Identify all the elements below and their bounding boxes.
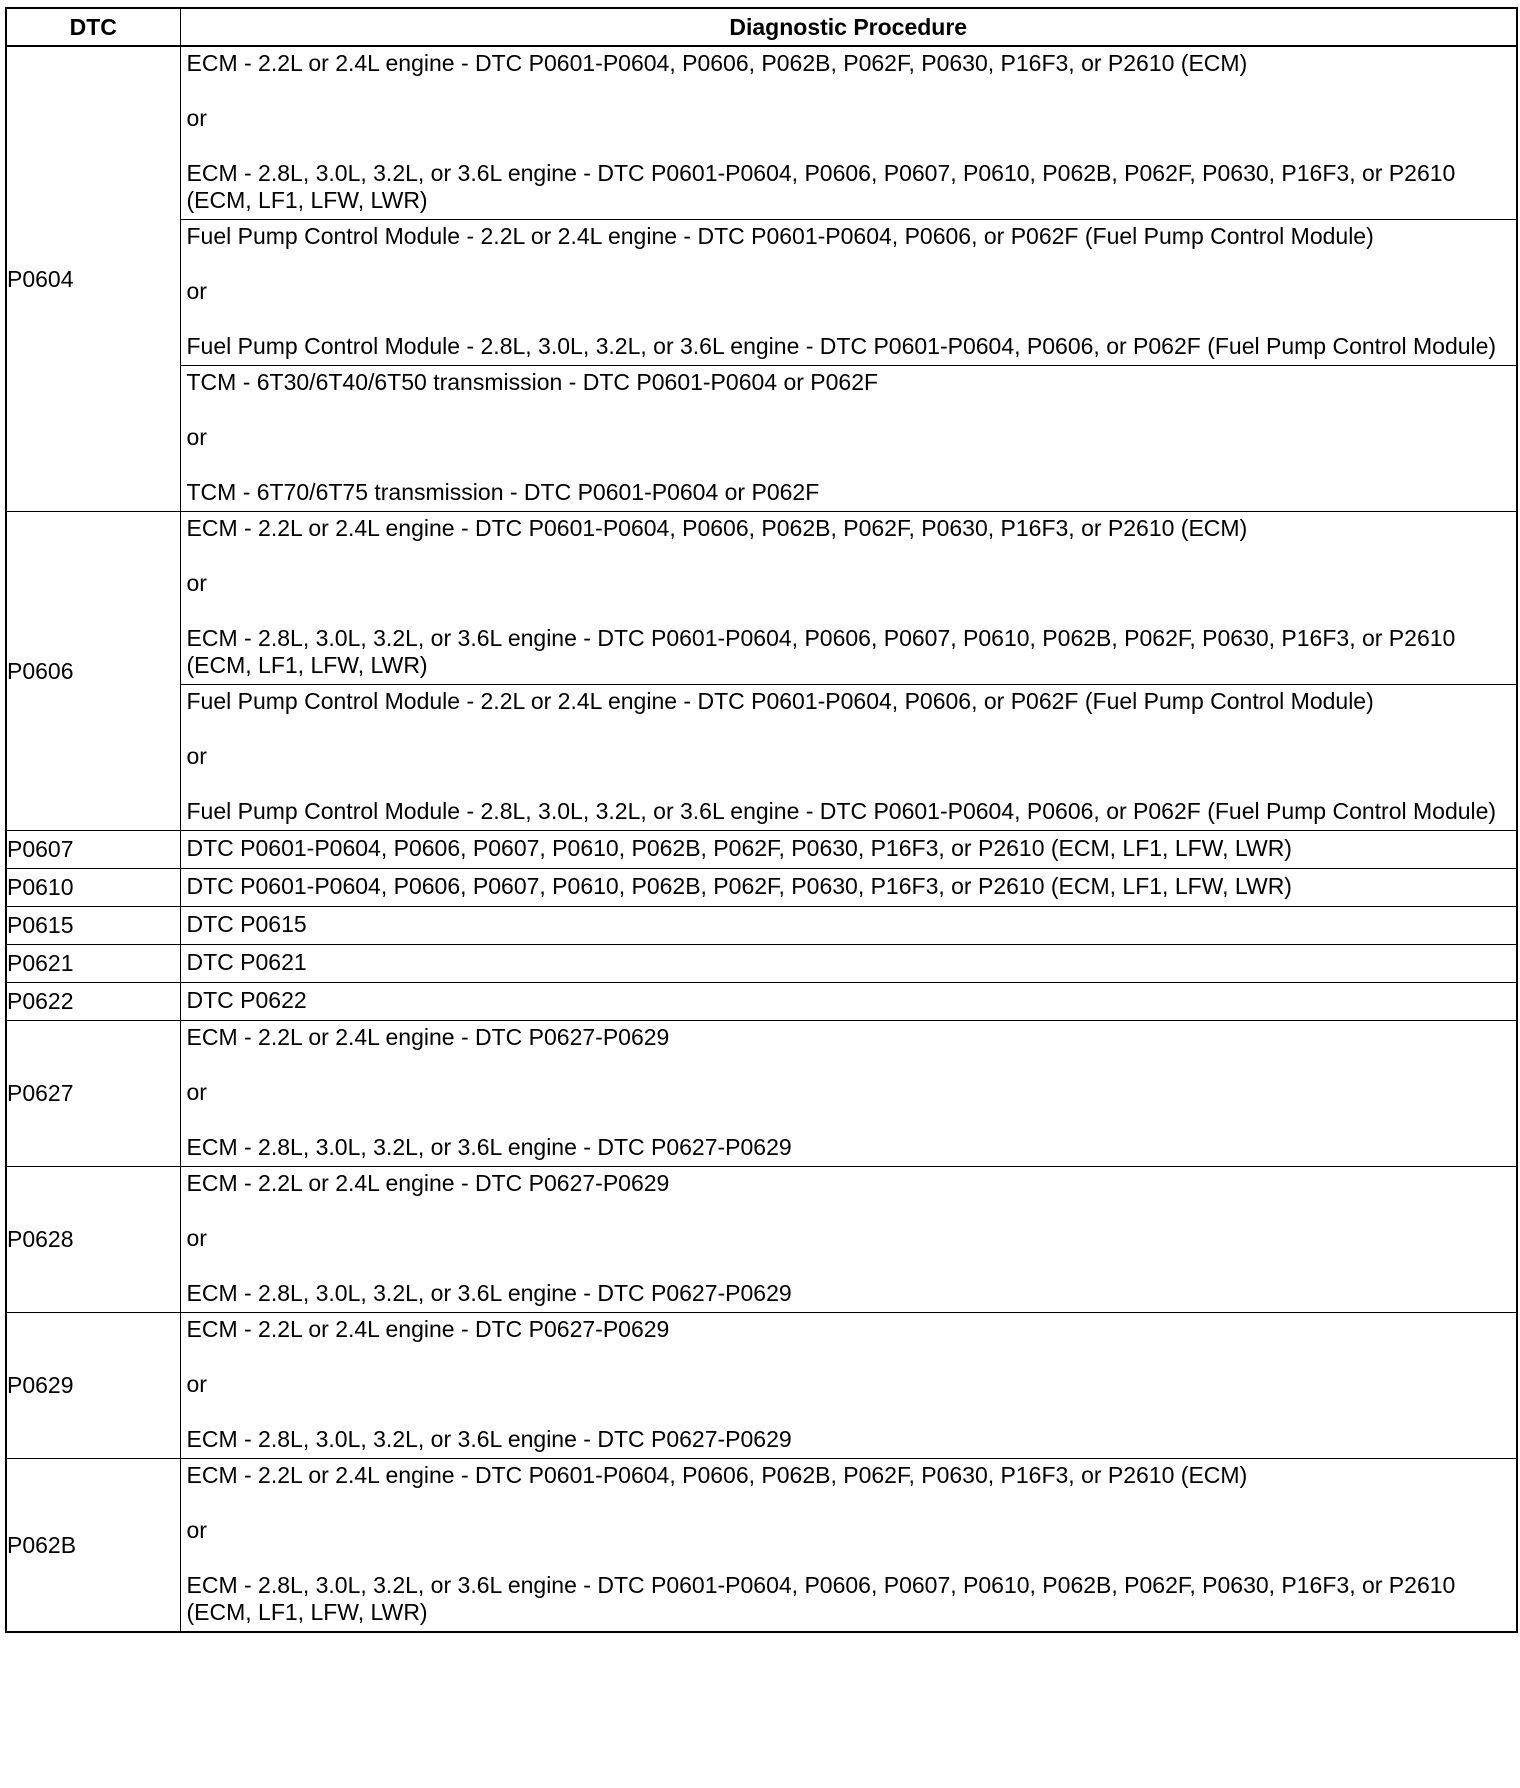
spacer	[187, 1489, 1511, 1517]
or-separator: or	[186, 1225, 207, 1251]
procedure-link[interactable]: DTC P0615	[186, 911, 307, 937]
spacer	[187, 1398, 1511, 1426]
procedure-group	[181, 365, 1517, 511]
header-row	[6, 8, 1517, 46]
procedure-link[interactable]: ECM - 2.8L, 3.0L, 3.2L, or 3.6L engine - DTC P0627-P0629	[186, 1426, 792, 1452]
dtc-code: P0610	[6, 869, 180, 907]
procedure-group	[181, 831, 1517, 868]
procedure-link[interactable]: ECM - 2.8L, 3.0L, 3.2L, or 3.6L engine - DTC P0627-P0629	[186, 1134, 792, 1160]
procedure-link[interactable]: TCM - 6T70/6T75 transmission - DTC P0601-P0604 or P062F	[186, 479, 820, 505]
or-separator: or	[186, 278, 207, 304]
procedure-group	[181, 1167, 1517, 1312]
procedure-group	[181, 983, 1517, 1020]
table-row	[6, 1459, 1517, 1633]
header-dtc: DTC	[6, 8, 180, 46]
spacer	[187, 1106, 1511, 1134]
table-row	[6, 869, 1517, 907]
spacer	[187, 1343, 1511, 1371]
procedure-link[interactable]: DTC P0601-P0604, P0606, P0607, P0610, P062B, P062F, P0630, P16F3, or P2610 (ECM, LF1, LFW, LWR)	[186, 873, 1292, 899]
procedure-group	[181, 684, 1517, 830]
procedure-group	[181, 907, 1517, 944]
procedure-cell	[180, 983, 1517, 1021]
table-row	[6, 1313, 1517, 1459]
procedure-link[interactable]: Fuel Pump Control Module - 2.8L, 3.0L, 3.2L, or 3.6L engine - DTC P0601-P0604, P0606, or P062F (Fuel Pump Control Module)	[186, 333, 1497, 359]
dtc-code: P0621	[6, 945, 180, 983]
dtc-code: P0604	[6, 46, 180, 512]
procedure-group	[181, 1459, 1517, 1631]
dtc-code: P0615	[6, 907, 180, 945]
procedure-cell	[180, 1459, 1517, 1633]
procedure-link[interactable]: ECM - 2.2L or 2.4L engine - DTC P0627-P0629	[186, 1316, 670, 1342]
procedure-link[interactable]: DTC P0601-P0604, P0606, P0607, P0610, P062B, P062F, P0630, P16F3, or P2610 (ECM, LF1, LFW, LWR)	[186, 835, 1292, 861]
spacer	[187, 132, 1511, 160]
procedure-link[interactable]: ECM - 2.2L or 2.4L engine - DTC P0627-P0629	[186, 1024, 670, 1050]
table-row	[6, 1021, 1517, 1167]
or-separator: or	[186, 105, 207, 131]
procedure-link[interactable]: DTC P0622	[186, 987, 307, 1013]
procedure-link[interactable]: DTC P0621	[186, 949, 307, 975]
or-separator: or	[186, 743, 207, 769]
procedure-group	[181, 219, 1517, 365]
dtc-code: P0607	[6, 831, 180, 869]
procedure-group	[181, 869, 1517, 906]
spacer	[187, 396, 1511, 424]
procedure-link[interactable]: ECM - 2.8L, 3.0L, 3.2L, or 3.6L engine - DTC P0627-P0629	[186, 1280, 792, 1306]
dtc-table	[5, 7, 1518, 1633]
procedure-link[interactable]: ECM - 2.8L, 3.0L, 3.2L, or 3.6L engine - DTC P0601-P0604, P0606, P0607, P0610, P062B, P062F, P0630, P16F3, or P2610 (ECM, LF1, LFW, LWR)	[186, 160, 1456, 213]
spacer	[187, 1252, 1511, 1280]
table-row	[6, 983, 1517, 1021]
procedure-link[interactable]: Fuel Pump Control Module - 2.2L or 2.4L engine - DTC P0601-P0604, P0606, or P062F (Fuel Pump Control Module)	[186, 223, 1374, 249]
procedure-group	[181, 1021, 1517, 1166]
procedure-cell	[180, 945, 1517, 983]
procedure-cell	[180, 831, 1517, 869]
table-row	[6, 831, 1517, 869]
or-separator: or	[186, 1517, 207, 1543]
procedure-link[interactable]: ECM - 2.8L, 3.0L, 3.2L, or 3.6L engine - DTC P0601-P0604, P0606, P0607, P0610, P062B, P062F, P0630, P16F3, or P2610 (ECM, LF1, LFW, LWR)	[186, 1572, 1456, 1625]
table-row	[6, 512, 1517, 831]
procedure-cell	[180, 869, 1517, 907]
procedure-link[interactable]: Fuel Pump Control Module - 2.2L or 2.4L engine - DTC P0601-P0604, P0606, or P062F (Fuel Pump Control Module)	[186, 688, 1374, 714]
table-row	[6, 46, 1517, 512]
or-separator: or	[186, 1371, 207, 1397]
spacer	[187, 250, 1511, 278]
procedure-group	[181, 47, 1517, 219]
spacer	[187, 770, 1511, 798]
or-separator: or	[186, 424, 207, 450]
spacer	[187, 597, 1511, 625]
table-row	[6, 907, 1517, 945]
procedure-cell	[180, 1021, 1517, 1167]
procedure-cell	[180, 907, 1517, 945]
dtc-code: P062B	[6, 1459, 180, 1633]
dtc-code: P0629	[6, 1313, 180, 1459]
spacer	[187, 542, 1511, 570]
procedure-group	[181, 945, 1517, 982]
or-separator: or	[186, 1079, 207, 1105]
procedure-group	[181, 1313, 1517, 1458]
dtc-code: P0622	[6, 983, 180, 1021]
procedure-link[interactable]: Fuel Pump Control Module - 2.8L, 3.0L, 3.2L, or 3.6L engine - DTC P0601-P0604, P0606, or P062F (Fuel Pump Control Module)	[186, 798, 1497, 824]
procedure-group	[181, 512, 1517, 684]
spacer	[187, 715, 1511, 743]
procedure-link[interactable]: ECM - 2.2L or 2.4L engine - DTC P0601-P0604, P0606, P062B, P062F, P0630, P16F3, or P2610 (ECM)	[186, 515, 1248, 541]
table-body	[6, 46, 1517, 1632]
table-row	[6, 945, 1517, 983]
spacer	[187, 77, 1511, 105]
spacer	[187, 1197, 1511, 1225]
dtc-code: P0606	[6, 512, 180, 831]
dtc-code: P0628	[6, 1167, 180, 1313]
spacer	[187, 1544, 1511, 1572]
header-procedure: Diagnostic Procedure	[180, 8, 1517, 46]
procedure-link[interactable]: ECM - 2.2L or 2.4L engine - DTC P0627-P0629	[186, 1170, 670, 1196]
procedure-cell	[180, 512, 1517, 831]
or-separator: or	[186, 570, 207, 596]
procedure-link[interactable]: TCM - 6T30/6T40/6T50 transmission - DTC P0601-P0604 or P062F	[186, 369, 879, 395]
procedure-link[interactable]: ECM - 2.2L or 2.4L engine - DTC P0601-P0604, P0606, P062B, P062F, P0630, P16F3, or P2610 (ECM)	[186, 1462, 1248, 1488]
spacer	[187, 305, 1511, 333]
procedure-cell	[180, 1313, 1517, 1459]
dtc-code: P0627	[6, 1021, 180, 1167]
spacer	[187, 1051, 1511, 1079]
table-row	[6, 1167, 1517, 1313]
procedure-cell	[180, 1167, 1517, 1313]
procedure-link[interactable]: ECM - 2.8L, 3.0L, 3.2L, or 3.6L engine - DTC P0601-P0604, P0606, P0607, P0610, P062B, P062F, P0630, P16F3, or P2610 (ECM, LF1, LFW, LWR)	[186, 625, 1456, 678]
procedure-cell	[180, 46, 1517, 512]
procedure-link[interactable]: ECM - 2.2L or 2.4L engine - DTC P0601-P0604, P0606, P062B, P062F, P0630, P16F3, or P2610 (ECM)	[186, 50, 1248, 76]
spacer	[187, 451, 1511, 479]
